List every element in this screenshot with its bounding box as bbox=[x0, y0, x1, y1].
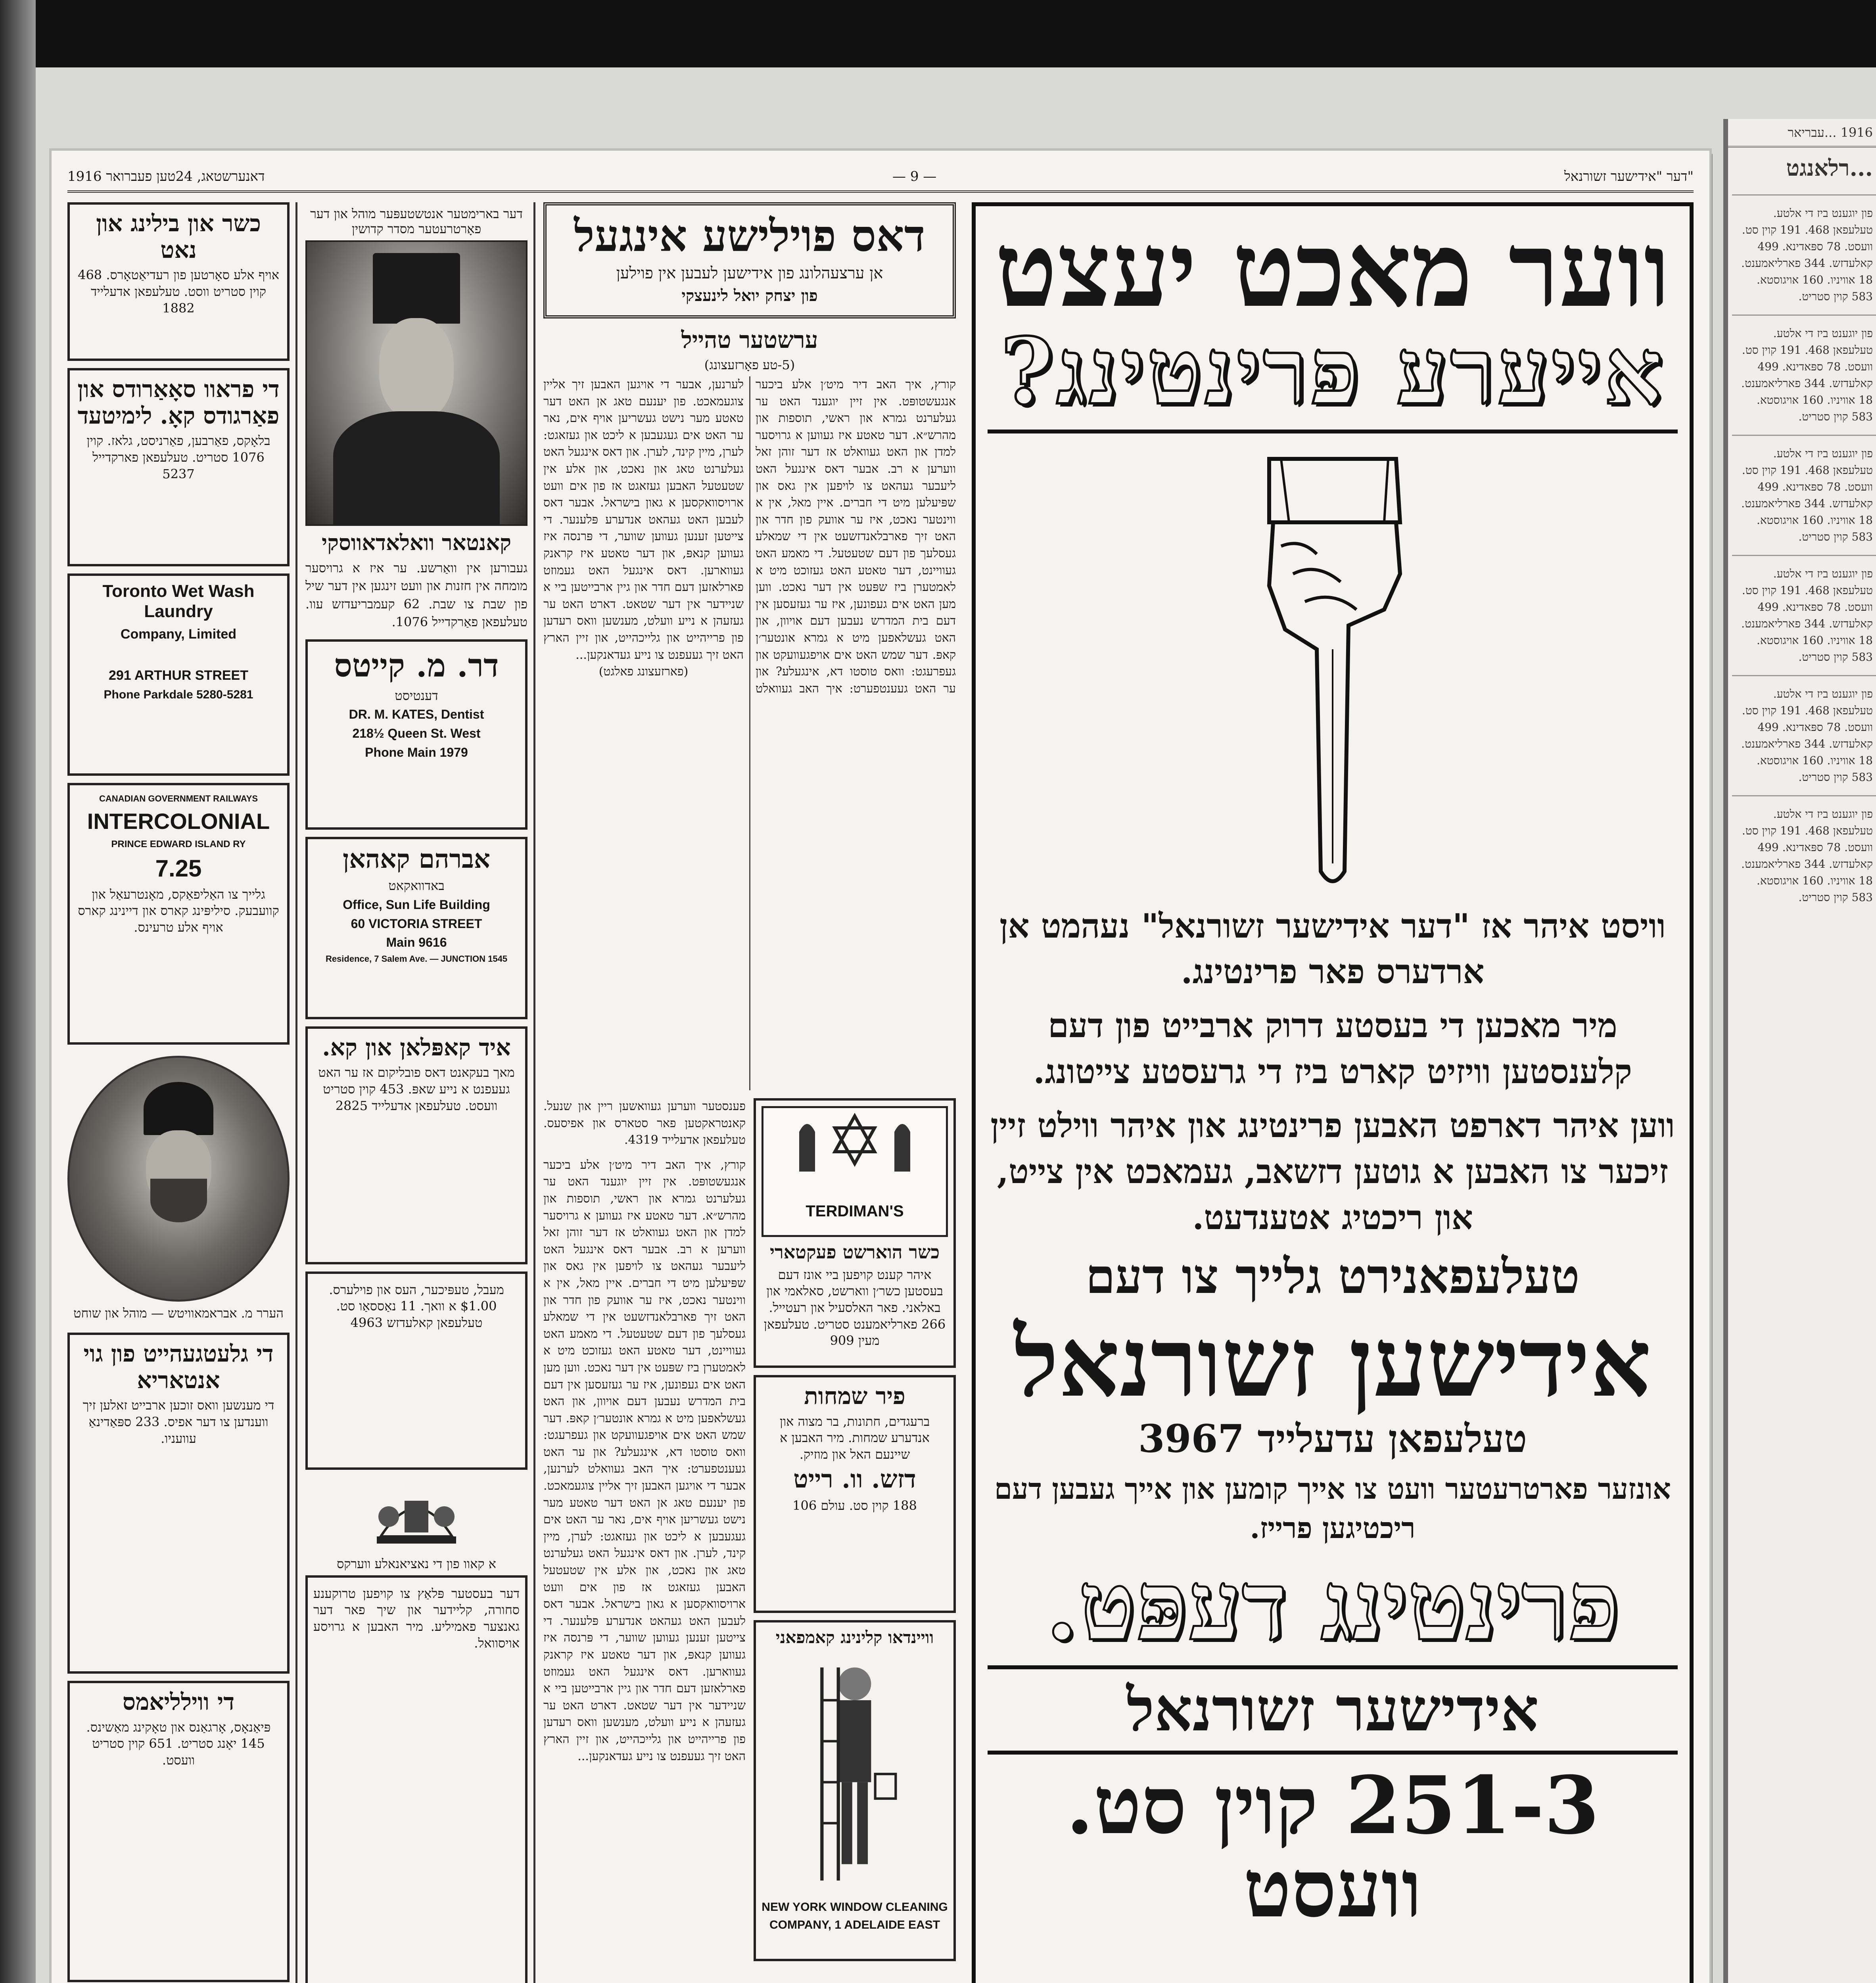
ad-window-title: וויינדאו קלינינג קאמפאני bbox=[775, 1628, 934, 1647]
ad-dentist-address: 218½ Queen St. West bbox=[352, 726, 481, 740]
ad-lawyer-office: Office, Sun Life Building bbox=[343, 897, 490, 912]
newspaper-page bbox=[52, 151, 1709, 1983]
adjacent-page-head: 1916 ...עבריאר bbox=[1728, 119, 1876, 148]
ad-dentist-sub: דענטיסט bbox=[395, 688, 438, 703]
ad-ontario-title: די גלעטגעהייט פון גוי אנטאריא bbox=[83, 1340, 274, 1394]
ad-railway-line1: CANADIAN GOVERNMENT RAILWAYS bbox=[99, 794, 258, 804]
ad-store-body: דער בעסטער פּלאַץ צו קויפען טרוקענע סחורה, קליידער און שיך פאר דער גאנצער פאמיליע. מיר האבען א גרויסע אויסוואל. bbox=[313, 1586, 520, 1651]
ad-terdiman bbox=[754, 1098, 956, 1368]
column-cantor bbox=[305, 202, 528, 1983]
adjacent-page bbox=[1723, 119, 1876, 1983]
ad-williams bbox=[67, 1681, 290, 1982]
cantor-body: געבורען אין וואַרשע. ער איז א גרויסער מומחה אין חזנות און וועט זינגען אין דער שיל פון שבת צו שבת. 62 קעמבריעדזש עוו. טעלעפאן פאַרקדייל 1076. bbox=[305, 560, 528, 630]
ad-ontario-body: די מענשען וואס זוכען ארבייט זאלען זיך ווענדען צו דער אפיס. 233 ספּאַדינאַ עוועניו. bbox=[82, 1398, 274, 1446]
ad-paragraph-3: ווען איהר דארפט האבען פרינטינג און איהר ווילט זיין זיכער צו האבען א גוטען דזשאב, געמאכט אין צייט, און ריכטיג אטענדעט. bbox=[990, 1106, 1675, 1237]
ad-williams-body: פּיאַנאָס, אָרגאַנס און טאָקינג מאַשינס. 145 יאָנג סטריט. 651 קוין סטריט וועסט. bbox=[86, 1719, 271, 1768]
story-header bbox=[543, 202, 956, 318]
adjacent-page-text: פון יוגענט ביז די אלטע. טעלעפאן 468. 191 קוין סט. וועסט. 78 ספּאדינא. 499 קאלעדזש. 344 פארליאמענט. 18 אוויניו. 160 אויגוסטא. 583 קוין סטריט. bbox=[1741, 567, 1873, 664]
portrait-mohel-image bbox=[67, 1056, 290, 1302]
film-border-left bbox=[0, 0, 36, 1983]
ad-dentist-title: דר. מ. קייטס bbox=[334, 646, 499, 684]
running-head-right: דער "אידישער זשורנאל" bbox=[1564, 169, 1694, 184]
page-number: — 9 — bbox=[892, 169, 937, 184]
ad-terdiman-body: איהר קענט קויפען ביי אונז דעם בעסטען כשר׳ן ווארשט, סאלאמי און באלאני. פאר האלסעיל און רעטייל. 266 פארליאמענט סטריט. טעלעפאן מעין 909 bbox=[763, 1267, 946, 1348]
ad-ontario bbox=[67, 1333, 290, 1674]
ad-laundry-phone: Phone Parkdale 5280-5281 bbox=[104, 688, 253, 701]
ad-williams-title: די ווילליאמס bbox=[122, 1688, 235, 1715]
ad-simchas-name: דזש. וו. רייט bbox=[793, 1465, 916, 1494]
ad-rule bbox=[988, 1751, 1678, 1755]
crest-caption: א קאוו פון די נאציאנאלע ווערקס bbox=[337, 1556, 496, 1571]
column-rule bbox=[295, 202, 297, 1983]
adjacent-page-text: פון יוגענט ביז די אלטע. טעלעפאן 468. 191 קוין סט. וועסט. 78 ספּאדינא. 499 קאלעדזש. 344 פארליאמענט. 18 אוויניו. 160 אויגוסטא. 583 קוין סטריט. bbox=[1741, 447, 1873, 543]
ad-kaplan bbox=[305, 1026, 528, 1264]
ad-phone: טעלעפאן עדעלייד 3967 bbox=[1138, 1416, 1527, 1461]
crest-emblem bbox=[365, 1477, 468, 1552]
ad-kosher-body: אויף אלע סאָרטען פון רעדיאַטאָרס. 468 קוין סטריט ווסט. טעלעפאן אדעלייד 1882 bbox=[78, 267, 279, 316]
story-text: קורץ, איך האב דיר מיט׳ן אלע ביכער אנגעשטופּט. אין זיין יוגענד האט ער געלערנט גמרא און ראשי, תוספות און מהרש״א. דער טאטע איז געווען א גרויסער למדן און האט געוואלט אז דער זוהן זאל ווערען א רב. אבער דאס אינגעל האט ליעבער געהאט צו לויפען אין גאס און שפּיעלען מיט די חברים. איין מאל, אין א ווינטער נאכט, איז ער אוועק פון חדר און האט זיך פארבלאנדזשעט אין די שמאלע געסלעך פון דעם שטעטעל. די מאמע האט געוויינט, דער טאטע האט געזוכט מיט א לאמטערן ביז שפּעט אין דער נאכט. ווען מען האט אים געפונען, איז ער געזעסען אין דעם בית המדרש נעבען דעם אויוון, און האט געשלאפען מיט א גמרא אונטער׳ן קאפּ. דער שמש האט אים אויפגעוועקט און געפרעגט: וואס טוסטו דא, אינגעלע? און ער האט געענטפערט: איך האב געוואלט לערנען, אבער די אויגען האבען זיך אליין צוגעמאכט. פון יענעם טאג אן האט דער טאטע מער נישט געשריען אויף אים, נאר ער האט אים געגעבען א ליכט און געזאגט: לערן, מיין קינד, לערן. און דאס אינגעל האט געלערנט טאג און נאכט, און אלע אין שטעטעל האבען געזאגט אז פון אים וועט ארויסוואקסען א גאון בישראל. אבער דאס לעבען האט געהאט אנדערע פּלענער. די צייטען זענען געווען שווער, די פּרנסה איז געווען קנאפּ, און דער טאטע איז קראנק געווארען. דאס אינגעל האט געמוזט פארלאזען דעם חדר און גיין ארבייטען ביי א שניידער אין דער שטאט. דארט האט ער געזעהן א נייע וועלט, מענשען וואס רעדען פון פרייהייט און גלייכהייט, און זיין הארץ האט זיך געעפנט צו נייע געדאנקען... bbox=[543, 378, 956, 696]
story-lower bbox=[543, 1098, 956, 1968]
terdiman-logo-text: TERDIMAN'S bbox=[806, 1202, 904, 1220]
window-ad-body: פענסטער ווערען געוואשען ריין און שנעל. קאנטראקטען פאר סטארס און אפיסעס. טעלעפאן אדעלייד 4319. bbox=[543, 1099, 746, 1147]
ad-railway-name: INTERCOLONIAL bbox=[87, 808, 270, 834]
ad-dentist bbox=[305, 639, 528, 830]
ad-lawyer-sub: באדוואקאט bbox=[388, 878, 445, 894]
ad-lawyer-main: Main 9616 bbox=[386, 935, 447, 950]
ad-call-line: טעלעפאנירט גלייך צו דעם bbox=[1086, 1248, 1580, 1304]
ad-simchas-body: ברעגדים, חתונות, בר מצוה און אנדערע שמחות. מיר האבען א שיינעם האל און מוזיק. bbox=[779, 1413, 930, 1462]
ad-dentist-name-en: DR. M. KATES, Dentist bbox=[349, 707, 484, 722]
printing-advertisement bbox=[972, 202, 1694, 1983]
ad-printing-dept: פרינטינג דעפּט. bbox=[1045, 1550, 1620, 1662]
ad-railway-body: גלייך צו האַליפאַקס, מאָנטרעאַל און קוועבעק. סיליפּינג קארס און דיינינג קארס אויף אלע טרעינס. bbox=[78, 886, 279, 935]
ad-simchas-address: 188 קוין סט. עולם 106 bbox=[792, 1498, 917, 1513]
ad-window-address-en: COMPANY, 1 ADELAIDE EAST bbox=[769, 1918, 940, 1932]
window-cleaner-illustration bbox=[762, 1651, 948, 1897]
ad-railway-price: 7.25 bbox=[155, 855, 202, 882]
ad-journal-name: אידישען זשורנאל bbox=[1014, 1306, 1652, 1418]
ad-simchas-title: פיר שמחות bbox=[804, 1383, 905, 1410]
ad-rule bbox=[988, 1665, 1678, 1669]
ad-laundry bbox=[67, 573, 290, 776]
ad-terdiman-title: כשר הוארשט פעקטארי bbox=[769, 1241, 940, 1263]
story-continued: (פארזעצונג פאלגט) bbox=[598, 665, 689, 679]
adjacent-page-title: ...רלאנגט bbox=[1786, 155, 1873, 181]
story-title: דאס פוילישע אינגעל bbox=[574, 210, 925, 261]
ad-simchas bbox=[754, 1375, 956, 1613]
column-rule bbox=[533, 202, 535, 1983]
ad-stone-body: בלאָקס, פאַרבען, פאַרניסט, גלאז. קוין 1076 סטריט. טעלעפאן פארקדייל 5237 bbox=[86, 433, 270, 481]
ad-furniture bbox=[305, 1271, 528, 1470]
ad-railway bbox=[67, 783, 290, 1045]
story-subtitle: אן ערצעהלונג פון אידישען לעבען אין פוילען bbox=[616, 264, 883, 282]
column-classifieds-left bbox=[67, 202, 290, 1983]
adjacent-page-text: פון יוגענט ביז די אלטע. טעלעפאן 468. 191 קוין סט. וועסט. 78 ספּאדינא. 499 קאלעדזש. 344 פארליאמענט. 18 אוויניו. 160 אויגוסטא. 583 קוין סטריט. bbox=[1741, 207, 1873, 303]
ad-paragraph-1: וויסט איהר אז "דער אידישער זשורנאל" נעהמט אן ארדערס פאר פרינטינג. bbox=[999, 906, 1666, 992]
ad-address: 251-3 קוין סט. וועסט bbox=[1066, 1759, 1600, 1936]
ad-window-name-en: NEW YORK WINDOW CLEANING bbox=[762, 1901, 948, 1914]
adjacent-page-text: פון יוגענט ביז די אלטע. טעלעפאן 468. 191 קוין סט. וועסט. 78 ספּאדינא. 499 קאלעדזש. 344 פארליאמענט. 18 אוויניו. 160 אויגוסטא. 583 קוין סטריט. bbox=[1741, 327, 1873, 423]
ad-railway-line2: PRINCE EDWARD ISLAND RY bbox=[111, 839, 246, 850]
ad-window-cleaning bbox=[754, 1620, 956, 1961]
running-head-left: 1916 דאנערשטאג, 24טען פעברואר bbox=[67, 169, 265, 184]
lower-ads-left bbox=[754, 1098, 956, 1968]
running-head bbox=[67, 163, 1694, 193]
ad-kosher bbox=[67, 202, 290, 361]
portrait-mohel-caption: הערר מ. אבראמאוויטש — מוהל און שוחט bbox=[73, 1306, 284, 1321]
ad-lawyer bbox=[305, 837, 528, 1019]
cantor-name: קאנטאר וואלאדאווסקי bbox=[321, 530, 512, 555]
cantor-top-caption: דער בארימטער אנטשטעפּער מוהל און דער פאָרטרעטער מסדר קדושין bbox=[310, 206, 523, 236]
story-text-continued: קורץ, איך האב דיר מיט׳ן אלע ביכער אנגעשטופּט. אין זיין יוגענד האט ער געלערנט גמרא און ראשי, תוספות און מהרש״א. דער טאטע איז געווען א גרויסער למדן און האט געוואלט אז דער זוהן זאל ווערען א רב. אבער דאס אינגעל האט ליעבער געהאט צו לויפען אין גאס און שפּיעלען מיט די חברים. איין מאל, אין א ווינטער נאכט, איז ער אוועק פון חדר און האט זיך פארבלאנדזשעט אין די שמאלע געסלעך פון דעם שטעטעל. די מאמע האט געוויינט, דער טאטע האט געזוכט מיט א לאמטערן ביז שפּעט אין דער נאכט. ווען מען האט אים געפונען, איז ער געזעסען אין דעם בית המדרש נעבען דעם אויוון, און האט געשלאפען מיט א גמרא אונטער׳ן קאפּ. דער שמש האט אים אויפגעוועקט און געפרעגט: וואס טוסטו דא, אינגעלע? און ער האט געענטפערט: איך האב געוואלט לערנען, אבער די אויגען האבען זיך אליין צוגעמאכט. פון יענעם טאג אן האט דער טאטע מער נישט געשריען אויף אים, נאר ער האט אים געגעבען א ליכט און געזאגט: לערן, מיין קינד, לערן. און דאס אינגעל האט געלערנט טאג און נאכט, און אלע אין שטעטעל האבען געזאגט אז פון אים וועט ארויסוואקסען א גאון בישראל. אבער דאס לעבען האט געהאט אנדערע פּלענער. די צייטען זענען געווען שווער, די פּרנסה איז געווען קנאפּ, און דער טאטע איז קראנק געווארען. דאס אינגעל האט געמוזט פארלאזען דעם חדר און גיין ארבייטען ביי א שניידער אין דער שטאט. דארט האט ער געזעהן א נייע וועלט, מענשען וואס רעדען פון פרייהייט און גלייכהייט, און זיין הארץ האט זיך געעפנט צו נייע געדאנקען... bbox=[543, 1158, 746, 1763]
story-chapter: ערשטער טהייל bbox=[681, 326, 818, 353]
pointing-hand-icon bbox=[988, 443, 1678, 895]
ad-kaplan-body: מאך בעקאנט דאס פובליקום אז ער האט געעפנט א נייע שאפּ. 453 קוין סטריט וועסט. טעלעפאן אדעלייד 2825 bbox=[318, 1065, 515, 1113]
column-story bbox=[543, 202, 956, 1983]
story-author: פון יצחק יואל לינעצקי bbox=[681, 286, 818, 305]
story-chapter-note: (5-טע פאָרזעצונג) bbox=[704, 357, 795, 372]
lower-text-right bbox=[543, 1098, 746, 1968]
ad-laundry-title: Toronto Wet Wash Laundry bbox=[102, 581, 255, 621]
ad-store bbox=[305, 1575, 528, 1983]
ad-paragraph-4: אונזער פארטרעטער וועט צו אייך קומען און אייך געבען דעם ריכטיגען פרייז. bbox=[994, 1471, 1671, 1545]
adjacent-page-text: פון יוגענט ביז די אלטע. טעלעפאן 468. 191 קוין סט. וועסט. 78 ספּאדינא. 499 קאלעדזש. 344 פארליאמענט. 18 אוויניו. 160 אויגוסטא. 583 קוין סטריט. bbox=[1741, 687, 1873, 784]
ad-dentist-phone: Phone Main 1979 bbox=[365, 745, 468, 759]
film-border-top bbox=[0, 0, 1876, 67]
terdiman-logo bbox=[762, 1106, 948, 1237]
portrait-cantor bbox=[305, 240, 528, 526]
ad-paper-name: אידישער זשורנאל bbox=[1126, 1674, 1539, 1745]
ad-paragraph-2: מיר מאכען די בעסטע דרוק ארבייט פון דעם קלענסטען וויזיט קארט ביז די גרעסטע צייטונג. bbox=[1033, 1006, 1632, 1091]
ad-headline-2: אייערע פרינטינג? bbox=[1000, 318, 1665, 425]
ad-stone-title: די פראוו סאָאַרודס און פאַרגודס קאָ. לימיטעד bbox=[77, 376, 280, 429]
ad-kaplan-title: איד קאפּלאן און קא. bbox=[322, 1034, 511, 1061]
ad-kosher-title: כשר און בילינג און נאט bbox=[96, 210, 261, 263]
ad-laundry-subtitle: Company, Limited bbox=[120, 627, 237, 642]
story-body bbox=[543, 376, 956, 1090]
ad-headline: ווער מאכט יעצט bbox=[995, 209, 1671, 330]
ad-lawyer-title: אברהם קאהאן bbox=[343, 844, 490, 874]
portrait-mohel bbox=[67, 1052, 290, 1333]
ad-lawyer-residence: Residence, 7 Salem Ave. — JUNCTION 1545 bbox=[325, 953, 508, 964]
adjacent-page-text: פון יוגענט ביז די אלטע. טעלעפאן 468. 191 קוין סט. וועסט. 78 ספּאדינא. 499 קאלעדזש. 344 פארליאמענט. 18 אוויניו. 160 אויגוסטא. 583 קוין סטריט. bbox=[1741, 807, 1873, 904]
ad-lawyer-street: 60 VICTORIA STREET bbox=[351, 916, 482, 931]
ad-laundry-address: 291 ARTHUR STREET bbox=[108, 668, 249, 683]
ad-stone bbox=[67, 368, 290, 566]
ad-rule bbox=[988, 430, 1678, 433]
ad-furniture-body: מעבל, טעפּיכער, העס און פוילערס. $1.00 א וואך. 11 נאַססאַו סט. טעלעפאן קאלעדזש 4963 bbox=[329, 1282, 504, 1330]
